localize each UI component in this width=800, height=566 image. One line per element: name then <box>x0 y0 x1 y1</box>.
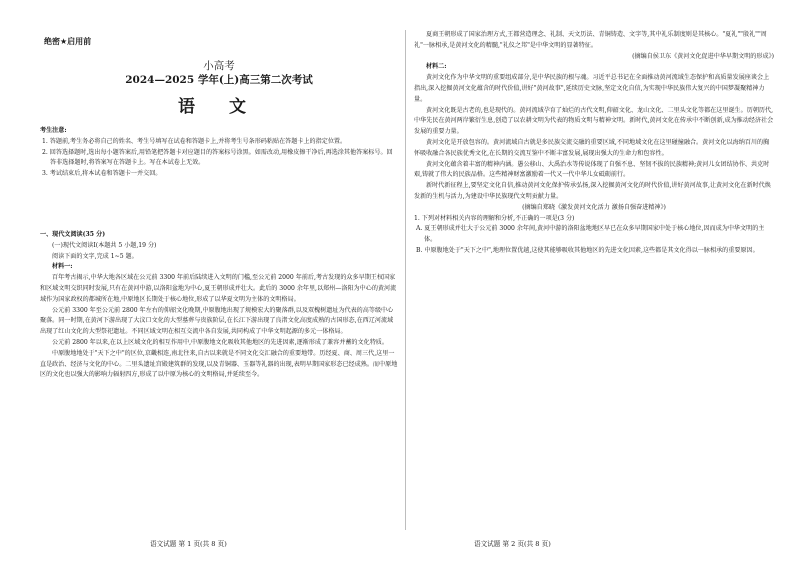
material1-paragraph: 百年考古揭示,中华大地各区域在公元前 3300 年前后陆续进入文明的门槛,至公元前 2000 年前后,考古发现的众多早期王权国家和区域文明交织同时发展,只有在黄河中游,以洛阳盆地为中心,夏王朝形成并壮大。此后的 3000 余年里,以郑州—洛阳为中心的黄河流域作为国家政权的都城所在地,中原地区长期处于核心地位,形成了以华夏文明为主体的文明格局。 <box>40 274 397 303</box>
footer-left: 语文试题 第 1 页(共 8 页) <box>150 540 227 548</box>
question-1: 1. 下列对材料相关内容的理解和分析,不正确的一项是(3 分) <box>414 214 575 222</box>
material-label: 材料一: <box>52 263 73 271</box>
footer-right: 语文试题 第 2 页(共 8 页) <box>474 540 551 548</box>
material1-paragraph: 公元前 3300 年至公元前 2800 年左右的仰韶文化晚期,中原腹地出现了规模宏大的聚落群,以及双槐树遗址为代表的高等级中心聚落。同一时期,在黄河下游出现了大汶口文化的大型墓葬与贵族阶层,在长江下游出现了良渚文化高度成熟的古国形态,在西辽河流域出现了红山文化的大型祭祀遗址。不同区域文明在相互交流中各自发展,共同构成了中华文明起源的多元一体格局。 <box>40 306 394 336</box>
exam-title: 2024—2025 学年(上)高三第二次考试 <box>125 74 313 86</box>
left-page <box>40 0 398 566</box>
material2-paragraph: 黄河文化蕴含着丰富的精神内涵。愚公移山、大禹治水等传说体现了自强不息、坚韧不拔的民族精神;黄河儿女团结协作、共克时艰,铸就了伟大的民族品格。这些精神财富激励着一代又一代中华儿女砥砺前行。 <box>414 160 770 179</box>
material2-paragraph: 黄河文化作为中华文明的重要组成部分,是中华民族的根与魂。习近平总书记在全面推动黄河流域生态保护和高质量发展座谈会上指出,深入挖掘黄河文化蕴含的时代价值,讲好"黄河故事",延续历史文脉,坚定文化自信,为实现中华民族伟大复兴的中国梦凝聚精神力量。 <box>414 74 770 103</box>
source-2: (摘编自郑晓《激发黄河文化活力 激扬自强奋进精神》) <box>522 203 666 211</box>
exam-org: 小高考 <box>203 60 235 72</box>
section-title: 一、现代文阅读(35 分) <box>40 231 106 238</box>
option-a: A. 夏王朝形成并壮大于公元前 3000 余年间,黄河中游的洛阳盆地地区早已在众多早期国家中处于核心地位,因而成为中华文明的主体。 <box>416 225 765 244</box>
material2-paragraph: 黄河文化是开放包容的。黄河流域自古就是多民族交流交融的重要区域,不同地域文化在这里碰撞融合。黄河文化以海纳百川的胸怀吸收融合各民族优秀文化,在长期的交流互鉴中不断丰富发展,展现出强大的生命力和包容性。 <box>414 138 770 157</box>
confidential-mark: 绝密★启用前 <box>44 37 92 46</box>
material1-paragraph: 公元前 2800 年以来,在以上区域文化的相互作用中,中原腹地文化吸收其他地区的先进因素,逐渐形成了兼容并蓄的文化特质。 <box>52 338 388 346</box>
page-divider <box>405 30 406 530</box>
material2-label: 材料二: <box>426 63 447 71</box>
right-page <box>414 0 774 566</box>
subject-title: 语 文 <box>178 97 260 117</box>
option-b: B. 中原腹地处于"天下之中",地理位置优越,这使其能够吸收其他地区的先进文化因素,这些都是其文化得以一脉相承的重要原因。 <box>416 246 759 254</box>
material1-end: 夏商王朝形成了国家治理方式,王都营造理念、礼制、天文历法、青铜铸造、文字等,其中礼乐制度则是其核心。"夏礼""殷礼""周礼"一脉相承,是黄河文化的精髓,"礼仪之邦"是中华文明的显著特征。 <box>414 31 767 49</box>
material1-paragraph: 中原腹地地处于"天下之中"的区位,京畿相连,南北往来,自古以来就是不同文化交汇融合的重要地带。历经夏、商、周三代,这里一直是政治、经济与文化的中心。二里头遗址宫殿建筑群的发现,以及青铜器、玉器等礼器的出现,表明早期国家形态已经成熟。而中原地区的文化也以强大的影响力辐射四方,形成了以中原为核心的文明格局,并延续至今。 <box>40 349 398 379</box>
instruction: 阅读下面的文字,完成 1~5 题。 <box>52 252 138 260</box>
notice-title: 考生注意: <box>40 127 67 134</box>
subsection-title: (一)现代文阅读Ⅰ(本题共 5 小题,19 分) <box>52 241 157 249</box>
source-1: (摘编自侯卫东《黄河文化促进中华早期文明的形成》) <box>632 52 774 60</box>
notice-block <box>40 126 398 180</box>
notice-item: 3. 考试结束后,将本试卷和答题卡一并交回。 <box>42 170 162 178</box>
material2-paragraph: 黄河文化既是古老的,也是现代的。黄河流域孕育了灿烂的古代文明,仰韶文化、龙山文化、二里头文化等都在这里诞生。历朝历代,中华先民在黄河两岸繁衍生息,创造了以农耕文明为代表的物质文明与精神文明。新时代,黄河文化在传承中不断创新,成为推动经济社会发展的重要力量。 <box>414 106 774 136</box>
notice-item: 2. 回答选择题时,选出每小题答案后,用铅笔把答题卡对应题目的答案标号涂黑。如需改动,用橡皮擦干净后,再选涂其他答案标号。回答非选择题时,将答案写在答题卡上。写在本试卷上无效。 <box>42 148 393 167</box>
section-1 <box>40 230 398 381</box>
right-text <box>414 30 774 257</box>
notice-item: 1. 答题前,考生务必将自己的姓名、考生号填写在试卷和答题卡上,并将考生号条形码粘贴在答题卡上的指定位置。 <box>42 137 347 145</box>
material2-paragraph: 新时代新征程上,要坚定文化自信,推动黄河文化保护传承弘扬,深入挖掘黄河文化的时代价值,讲好黄河故事,让黄河文化在新时代焕发新的生机与活力,为建设中华民族现代文明贡献力量。 <box>414 182 771 200</box>
